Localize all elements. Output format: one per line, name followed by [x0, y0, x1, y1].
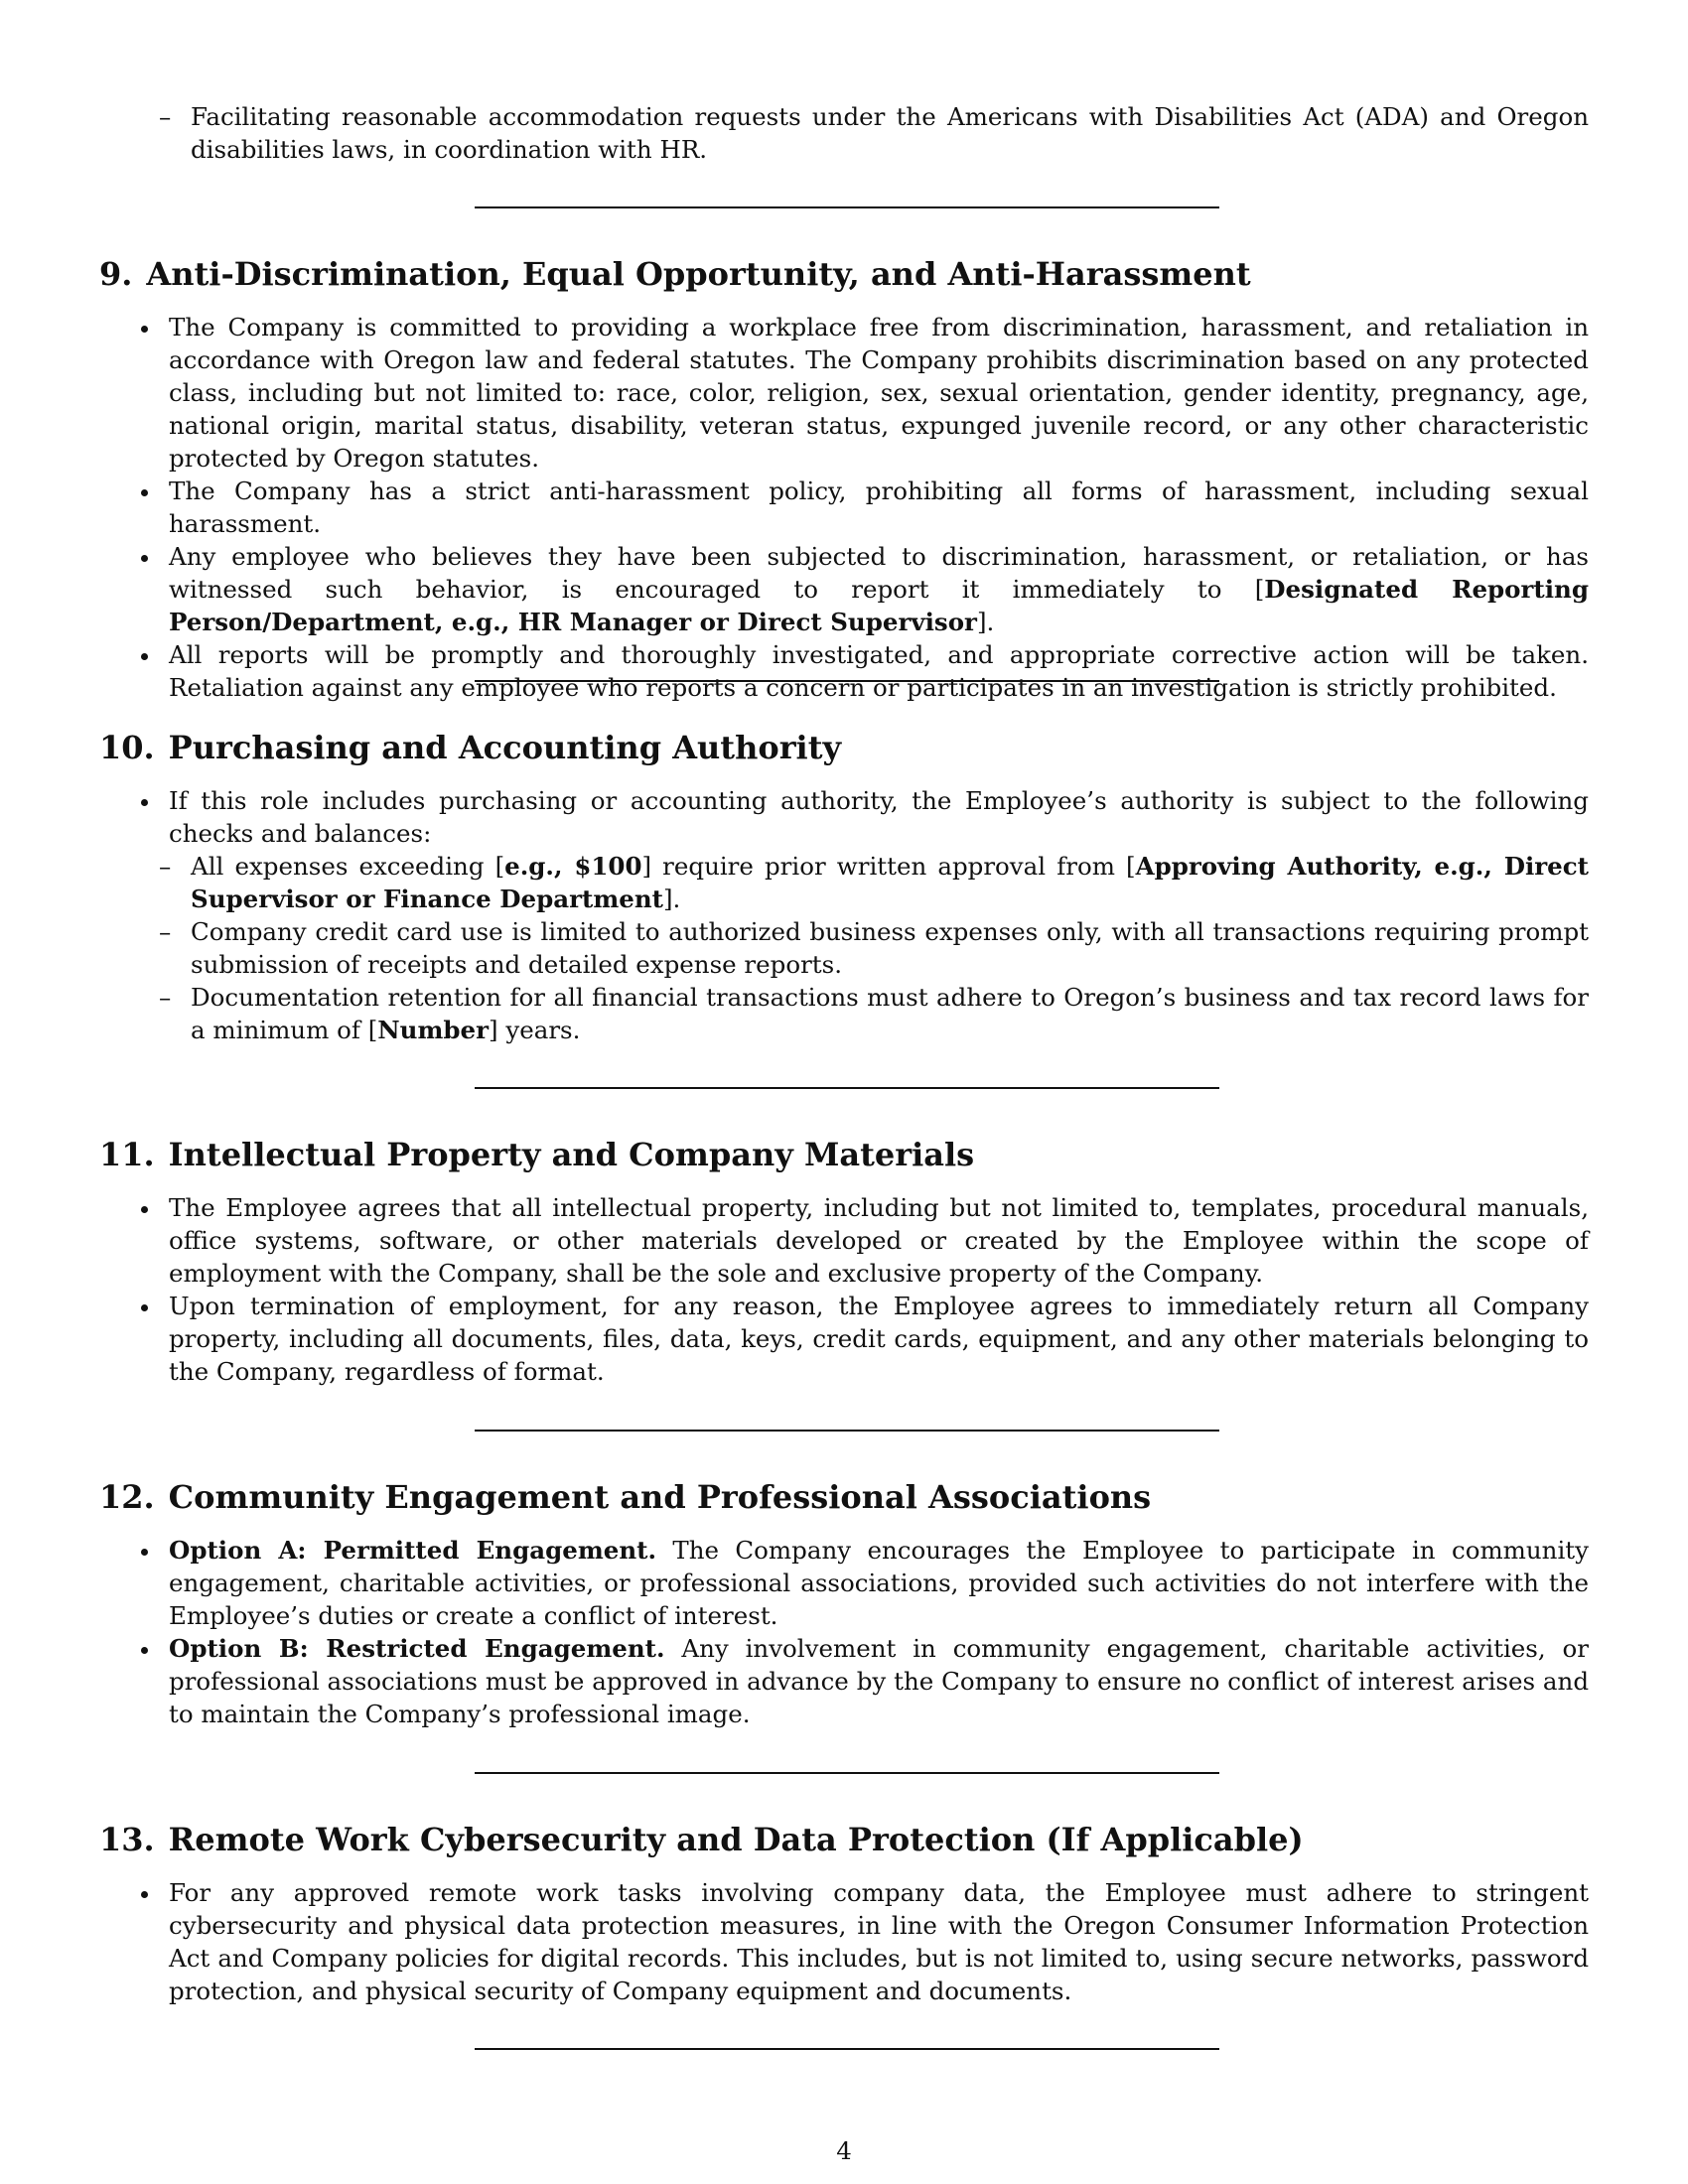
dash-marker: – [159, 917, 172, 946]
section-divider [475, 1772, 1219, 1774]
section-13-list [99, 1876, 1589, 2007]
section-divider [475, 2048, 1219, 2050]
list-item: The Company is committed to providing a workplace free from discrimination, harassment, and retaliation in accordance with Oregon law and federal statutes. The Company prohibits discrimination based on any protected class, including but not limited to: race, color, religion, sex, sexual orientation, gender identity, pregnancy, age, national origin, marital status, disability, veteran status, expunged juvenile record, or any other characteristic protected by Oregon statutes. [99, 311, 1589, 475]
bullet-icon [141, 1647, 148, 1654]
document-page [99, 0, 1589, 2184]
list-item: – Facilitating reasonable accommodation requests under the Americans with Disabilities Act (ADA) and Oregon disabilities laws, in coordination with HR. [159, 102, 1589, 164]
section-10-list [99, 784, 1589, 1046]
page-number: 4 [836, 2136, 852, 2165]
bullet-icon [141, 1206, 148, 1213]
list-item: Option B: Restricted Engagement. Any involvement in community engagement, charitable activities, or professional associations must be approved in advance by the Company to ensure no conflict of interest arises and to maintain the Company’s professional image. [99, 1632, 1589, 1730]
section-heading-12: 12. Community Engagement and Professional Associations [99, 1478, 1152, 1516]
section-11-list [99, 1191, 1589, 1388]
list-item: Upon termination of employment, for any reason, the Employee agrees to immediately return all Company property, including all documents, files, data, keys, credit cards, equipment, and any other materials belonging to the Company, regardless of format. [99, 1290, 1589, 1388]
section-divider [475, 680, 1219, 682]
list-item: Option A: Permitted Engagement. The Company encourages the Employee to participate in community engagement, charitable activities, or professional associations, provided such activities do not interfere with the Employee’s duties or create a conflict of interest. [99, 1534, 1589, 1632]
list-item: The Company has a strict anti-harassment policy, prohibiting all forms of harassment, including sexual harassment. [99, 475, 1589, 540]
continuation-list [129, 100, 1589, 166]
list-item: For any approved remote work tasks involving company data, the Employee must adhere to stringent cybersecurity and physical data protection measures, in line with the Oregon Consumer Information Protection Act and Company policies for digital records. This includes, but is not limited to, using secure networks, password protection, and physical security of Company equipment and documents. [99, 1876, 1589, 2007]
dash-marker: – [159, 852, 172, 881]
section-12-list [99, 1534, 1589, 1730]
bullet-icon [141, 1549, 148, 1556]
bullet-icon [141, 653, 148, 660]
bullet-icon [141, 799, 148, 806]
section-heading-11: 11. Intellectual Property and Company Materials [99, 1136, 975, 1173]
bullet-icon [141, 555, 148, 562]
list-item: – Company credit card use is limited to authorized business expenses only, with all transactions requiring prompt submission of receipts and detailed expense reports. [159, 917, 1589, 979]
bullet-icon [141, 489, 148, 496]
section-divider [475, 1430, 1219, 1432]
list-item: All reports will be promptly and thoroughly investigated, and appropriate corrective action will be taken. Retaliation against any employee who reports a concern or participates in an investigation is strictly prohibited. [99, 638, 1589, 704]
bullet-icon [141, 326, 148, 333]
list-item: – All expenses exceeding [e.g., $100] require prior written approval from [Approving Authority, e.g., Direct Supervisor or Finance Department]. [159, 852, 1589, 913]
dash-marker: – [159, 102, 172, 131]
dash-marker: – [159, 983, 172, 1012]
section-heading-13: 13. Remote Work Cybersecurity and Data Protection (If Applicable) [99, 1821, 1304, 1858]
list-item: – Documentation retention for all financial transactions must adhere to Oregon’s business and tax record laws for a minimum of [Number] years. [159, 983, 1589, 1044]
list-item: Any employee who believes they have been subjected to discrimination, harassment, or retaliation, or has witnessed such behavior, is encouraged to report it immediately to [Designated Reporting Person/Department, e.g., HR Manager or Direct Supervisor]. [99, 540, 1589, 638]
bullet-icon [141, 1304, 148, 1311]
section-heading-9: 9. Anti-Discrimination, Equal Opportunity, and Anti-Harassment [99, 255, 1251, 293]
list-item: If this role includes purchasing or accounting authority, the Employee’s authority is subject to the following checks and balances: – All expenses exceeding [e.g., $100] require prior written approval from [Approving Authority, e.g., Direct Supervisor or Finance Department]. – Company credit card use is limited to authorized business expenses only, with all transactions requiring prompt submission of receipts and detailed expense reports. – Documentation retention for all financial transactions must adhere to Oregon’s business and tax record laws for a minimum of [Number] years. [99, 784, 1589, 1046]
sub-list [99, 850, 1589, 1046]
section-heading-10: 10. Purchasing and Accounting Authority [99, 729, 842, 766]
section-9-list [99, 311, 1589, 704]
section-divider [475, 206, 1219, 208]
bullet-icon [141, 1891, 148, 1898]
section-divider [475, 1087, 1219, 1089]
list-item: The Employee agrees that all intellectual property, including but not limited to, templates, procedural manuals, office systems, software, or other materials developed or created by the Employee within the scope of employment with the Company, shall be the sole and exclusive property of the Company. [99, 1191, 1589, 1290]
